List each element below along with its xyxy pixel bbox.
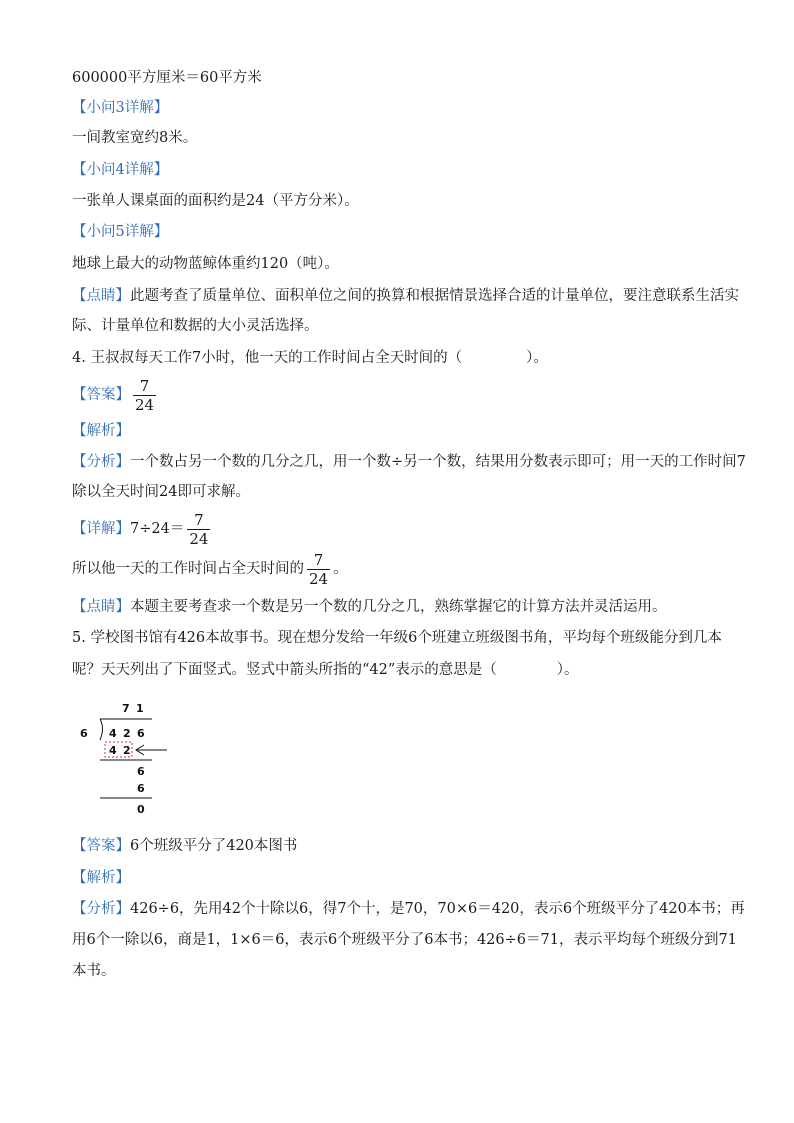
fenxi-tag: 【分析】: [72, 901, 130, 917]
text-line: 600000平方厘米＝60平方米: [72, 70, 262, 86]
dianjing-text: 本题主要考查求一个数是另一个数的几分之几，熟练掌握它的计算方法并灵活运用。: [130, 599, 667, 615]
fraction-denominator: 24: [309, 569, 329, 588]
question-5-line: [72, 660, 579, 680]
text-line: 一张单人课桌面的面积约是24（平方分米）。: [72, 193, 359, 209]
step-digit: 2: [123, 744, 131, 757]
text-line: 用6个一除以6，商是1，1×6＝6，表示6个班级平分了6本书；426÷6＝71，表示平均每个班级分到71: [72, 932, 737, 948]
question-5-line: 5. 学校图书馆有426本故事书。现在想分发给一年级6个班建立班级图书角，平均每个班级能分到几本: [72, 630, 722, 646]
answer-row: [72, 376, 159, 414]
suoyi-row: [72, 550, 348, 588]
dianjing-text: 此题考查了质量单位、面积单位之间的换算和根据情景选择合适的计量单位，要注意联系生活实: [130, 288, 739, 304]
question-4-end: ）。: [526, 350, 548, 366]
fenxi-text: 一个数占另一个数的几分之几，用一个数÷另一个数，结果用分数表示即可；用一天的工作时间7: [130, 454, 746, 470]
xiangjie-tag: 【详解】: [72, 521, 130, 537]
question-5-text: 呢？天天列出了下面竖式。竖式中箭头所指的“42”表示的意思是（: [72, 662, 497, 678]
answer-row: [72, 836, 297, 856]
fraction-denominator: 24: [189, 529, 209, 548]
text-line: [72, 899, 745, 919]
text-line: [72, 597, 667, 617]
answer-fraction: [133, 377, 156, 414]
step-digit: 6: [137, 782, 145, 795]
dividend-digit: 6: [137, 727, 145, 740]
text-line: [72, 286, 739, 306]
fraction-numerator: 7: [139, 376, 150, 395]
question-4: [72, 348, 548, 368]
dividend-digit: 2: [123, 727, 131, 740]
remainder: 0: [137, 803, 145, 816]
text-line: [72, 452, 746, 472]
fraction-numerator: 7: [194, 510, 204, 529]
section-tag: 【解析】: [72, 423, 130, 439]
dividend-digit: 4: [109, 727, 117, 740]
suoyi-fraction: [307, 551, 330, 588]
long-division-figure: [70, 696, 180, 820]
quotient-digit: 7: [122, 702, 130, 715]
division-bracket: [100, 719, 103, 740]
step-digit: 6: [137, 765, 145, 778]
answer-tag: 【答案】: [72, 387, 130, 403]
text-line: 本书。: [72, 963, 116, 979]
dianjing-tag: 【点睛】: [72, 599, 130, 615]
fenxi-tag: 【分析】: [72, 454, 130, 470]
question-5-end: ）。: [556, 662, 579, 678]
text-line: 除以全天时间24即可求解。: [72, 484, 250, 500]
quotient-digit: 1: [136, 702, 144, 715]
fraction-denominator: 24: [135, 395, 155, 414]
section-tag: 【小问4详解】: [72, 162, 169, 178]
text-line: 一间教室宽约8米。: [72, 130, 198, 146]
question-4-text: 4. 王叔叔每天工作7小时，他一天的工作时间占全天时间的（: [72, 350, 463, 366]
dianjing-tag: 【点睛】: [72, 288, 130, 304]
section-tag: 【解析】: [72, 870, 130, 886]
fenxi-text: 426÷6，先用42个十除以6，得7个十，是70，70×6＝420，表示6个班级平分了420本书；再: [130, 901, 745, 917]
text-line: 际、计量单位和数据的大小灵活选择。: [72, 318, 319, 334]
step-digit: 4: [109, 744, 117, 757]
section-tag: 【小问5详解】: [72, 224, 169, 240]
xiangjie-row: [72, 510, 213, 548]
answer-text: 6个班级平分了420本图书: [130, 838, 298, 854]
section-tag: 【小问3详解】: [72, 100, 169, 116]
suoyi-text: 所以他一天的工作时间占全天时间的: [72, 561, 304, 577]
xiangjie-expression: 7÷24＝: [130, 521, 185, 537]
suoyi-end: 。: [333, 561, 348, 577]
xiangjie-fraction: [187, 511, 210, 548]
text-line: 地球上最大的动物蓝鲸体重约120（吨）。: [72, 256, 339, 272]
fraction-numerator: 7: [313, 550, 324, 569]
answer-tag: 【答案】: [72, 838, 130, 854]
divisor: 6: [80, 727, 88, 740]
